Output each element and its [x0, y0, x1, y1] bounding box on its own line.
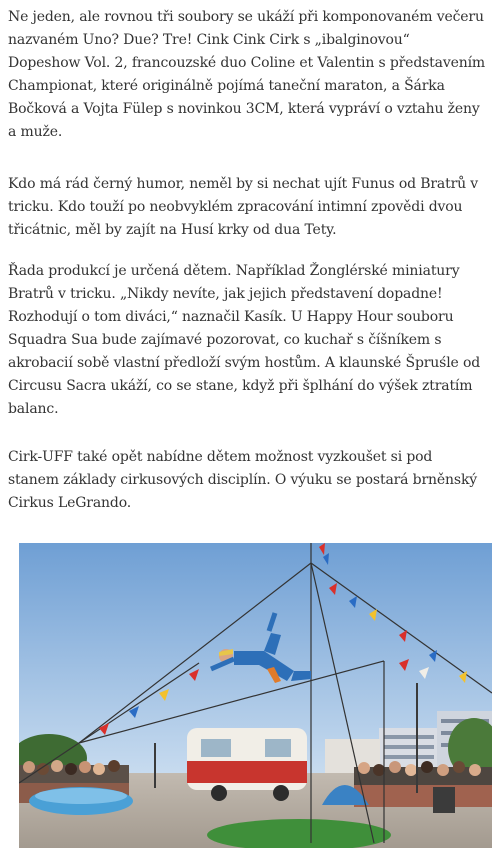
article-photo	[19, 543, 492, 848]
article-paragraph: Kdo má rád černý humor, neměl by si nechat ujít Funus od Bratrů v tricku. Kdo touží po neobvyklém zpracování intimní zpovědi dvou třicátnic, měl by zajít na Husí krky od dua Tety.	[8, 176, 479, 238]
barrel	[433, 787, 455, 813]
article-paragraph: Cirk-UFF také opět nabídne dětem možnost vyzkoušet si pod stanem základy cirkusových disciplín. O výuku se postará brněnský Cirkus LeGrando.	[8, 449, 478, 511]
article-paragraph: Ne jeden, ale rovnou tři soubory se ukáží při komponovaném večeru nazvaném Uno? Due? Tre! Cink Cink Cirk s „ibalginovou“ Dopeshow Vol. 2, francouzské duo Coline et Valentin s představením Championat, které originálně pojímá taneční maraton, a Šárka Bočková a Vojta Fülep s novinkou 3CM, která vypráví o vztahu ženy a muže.	[8, 9, 486, 140]
inflatable-pool	[29, 787, 133, 815]
article-paragraph: Řada produkcí je určená dětem. Například Žonglérské miniatury Bratrů v tricku. „Nikdy nevíte, jak jejich představení dopadne! Rozhodují o tom diváci,“ naznačil Kasík. U Happy Hour souboru Squadra Sua bude zajímavé pozorovat, co kuchař s číšníkem s akrobacií sobě vlastní předloží svým hostům. A klaunské Špruśle od Circusu Sacra ukáží, co se stane, když při šplhání do výšek ztratím balanc.	[8, 263, 481, 417]
circus-performance-photo	[19, 543, 492, 848]
